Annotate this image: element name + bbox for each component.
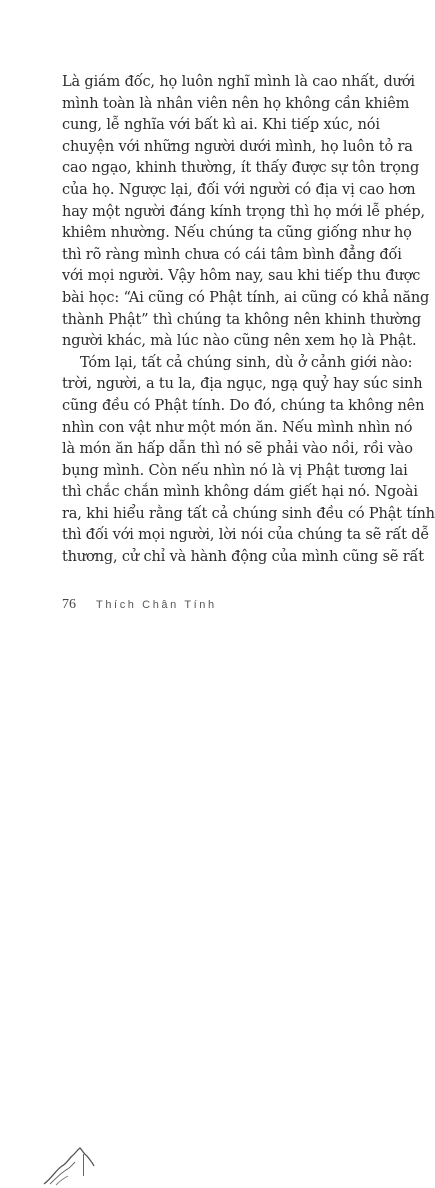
text-line: mình toàn là nhân viên nên họ không cần khiêm: [62, 95, 410, 112]
text-line: thành Phật” thì chúng ta không nên khinh thường: [62, 311, 422, 328]
text-line: thương, cử chỉ và hành động của mình cũng sẽ rất: [62, 549, 424, 566]
text-line: của họ. Ngược lại, đối với người có địa vị cao hơn: [62, 181, 416, 198]
body-text: [62, 72, 435, 569]
author-name: Thích Chân Tính: [96, 599, 217, 611]
text-line: nhìn con vật như một món ăn. Nếu mình nhìn nó: [62, 419, 413, 436]
page-number: 76: [62, 597, 76, 612]
text-line: bụng mình. Còn nếu nhìn nó là vị Phật tương lai: [62, 462, 408, 479]
paragraph-1: [62, 72, 430, 353]
text-line: là món ăn hấp dẫn thì nó sẽ phải vào nồi, rồi vào: [62, 441, 413, 458]
text-line: với mọi người. Vậy hôm nay, sau khi tiếp thu được: [62, 268, 421, 285]
footer-divider: [83, 1154, 84, 1176]
text-line: hay một người đáng kính trọng thì họ mới lễ phép,: [62, 203, 425, 220]
text-line: thì chắc chắn mình không dám giết hại nó. Ngoài: [62, 484, 418, 501]
text-line: cao ngạo, khinh thường, ít thấy được sự tôn trọng: [62, 160, 420, 177]
text-line: Tóm lại, tất cả chúng sinh, dù ở cảnh giới nào:: [80, 354, 413, 371]
paragraph-2: [62, 353, 435, 569]
text-line: cũng đều có Phật tính. Do đó, chúng ta không nên: [62, 397, 425, 414]
text-line: cung, lễ nghĩa với bất kì ai. Khi tiếp xúc, nói: [62, 117, 380, 134]
text-line: trời, người, a tu la, địa ngục, ngạ quỷ hay súc sinh: [62, 376, 423, 393]
text-line: Là giám đốc, họ luôn nghĩ mình là cao nhất, dưới: [62, 74, 415, 90]
text-line: thì rõ ràng mình chưa có cái tâm bình đẳng đối: [62, 246, 402, 263]
mountain-icon: [42, 1138, 122, 1188]
text-line: người khác, mà lúc nào cũng nên xem họ là Phật.: [62, 333, 417, 350]
text-line: ra, khi hiểu rằng tất cả chúng sinh đều có Phật tính: [62, 505, 435, 522]
text-line: chuyện với những người dưới mình, họ luôn tỏ ra: [62, 138, 413, 155]
text-line: thì đối với mọi người, lời nói của chúng ta sẽ rất dễ: [62, 527, 430, 544]
text-line: khiêm nhường. Nếu chúng ta cũng giống như họ: [62, 225, 412, 242]
text-line: bài học: “Ai cũng có Phật tính, ai cũng có khả năng: [62, 289, 430, 306]
